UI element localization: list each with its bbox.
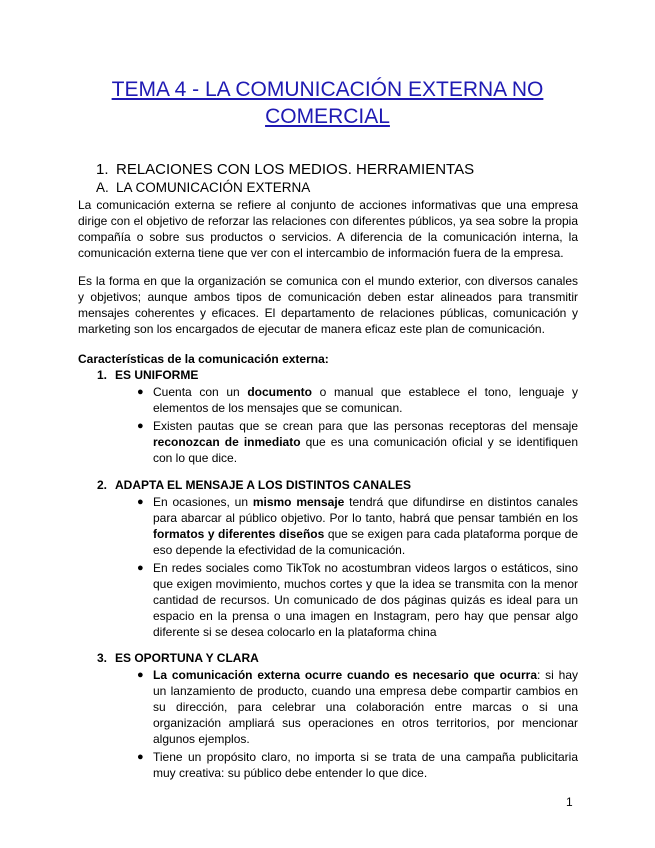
bullet-bold-text: La comunicación externa ocurre cuando es necesario que ocurra — [153, 668, 538, 682]
characteristic-title: ES OPORTUNA Y CLARA — [115, 651, 259, 665]
bullet-bold-text: mismo mensaje — [252, 495, 345, 509]
page-number: 1 — [566, 795, 573, 809]
characteristic-heading-1 — [97, 368, 198, 382]
bullet-icon: ● — [137, 562, 144, 574]
bullet-bold-text: formatos y diferentes diseños — [153, 527, 325, 541]
characteristic-heading-2 — [97, 478, 411, 492]
bullet-icon: ● — [137, 496, 144, 508]
characteristic-number: 1. — [97, 368, 108, 382]
paragraph-2: Es la forma en que la organización se comunica con el mundo exterior, con diversos canales y objetivos; aunque ambos tipos de comunicación deben estar alineados para transmitir mensajes coherentes y eficaces. El departamento de relaciones públicas, comunicación y marketing son los encargados de ejecutar de manera eficaz este plan de comunicación. — [78, 274, 578, 336]
bullet-bold-text: documento — [247, 385, 312, 399]
bullet-text: En redes sociales como TikTok no acostumbran videos largos o estáticos, sino que exigen movimiento, muchos cortes y que la idea se transmita con la menor cantidad de recursos. Un comunicado de dos páginas quizás es ideal para un espacio en la prensa o una imagen en Instagram, pero hay que pensar algo diferente si se desea colocarlo en la plataforma china — [153, 561, 578, 639]
bullet-icon: ● — [137, 751, 144, 763]
bullet-text: Existen pautas que se crean para que las personas receptoras del mensaje — [153, 419, 578, 433]
bullet-text: que se exigen para cada plataforma porque de eso depende la efectividad de la comunicación. — [153, 527, 578, 557]
characteristic-number: 3. — [97, 651, 108, 665]
subsection-letter: A. — [96, 180, 109, 195]
bullet-list-1 — [137, 384, 579, 468]
bullet-text: o manual que establece el tono, lenguaje y elementos de los mensajes que se comunican. — [153, 385, 578, 415]
characteristic-heading-3 — [97, 651, 259, 665]
bullet-text: Cuenta con un — [153, 385, 248, 399]
bullet-text: : si hay un lanzamiento de producto, cuando una empresa debe compartir cambios en su dirección, para celebrar una colaboración entre marcas o si una organización ampliará sus operaciones en otros territorios, por mencionar algunos ejemplos. — [153, 668, 578, 746]
bullet-text: que es una comunicación oficial y se identifiquen con lo que dice. — [153, 435, 579, 465]
characteristic-number: 2. — [97, 478, 108, 492]
section-heading-1 — [96, 161, 474, 178]
characteristic-title: ES UNIFORME — [115, 368, 199, 382]
section-title: RELACIONES CON LOS MEDIOS. HERRAMIENTAS — [116, 161, 475, 178]
bullet-icon: ● — [137, 386, 144, 398]
page-title — [60, 76, 595, 130]
paragraph-1: La comunicación externa se refiere al conjunto de acciones informativas que una empresa dirige con el objetivo de reforzar las relaciones con diferentes públicos, ya sea sobre la propia compañía o sobre sus productos o servicios. A diferencia de la comunicación interna, la comunicación externa tiene que ver con el intercambio de información fuera de la empresa. — [78, 198, 578, 260]
bullet-text: Tiene un propósito claro, no importa si se trata de una campaña publicitaria muy creativa: su público debe entender lo que dice. — [153, 750, 578, 780]
list-item — [137, 494, 578, 558]
bullet-list-2 — [137, 494, 578, 642]
bullet-bold-text: reconozcan de inmediato — [153, 435, 301, 449]
list-item — [137, 749, 578, 781]
bullet-text: En ocasiones, un — [153, 495, 253, 509]
subsection-heading-a — [96, 180, 310, 195]
bullet-text: tendrá que difundirse en distintos canales para abarcar al público objetivo. Por lo tanto, habrá que pensar también en los — [153, 495, 578, 525]
list-item — [137, 560, 578, 640]
subsection-title: LA COMUNICACIÓN EXTERNA — [116, 180, 311, 195]
title-line-1: TEMA 4 - LA COMUNICACIÓN EXTERNA NO — [111, 78, 544, 101]
characteristic-title: ADAPTA EL MENSAJE A LOS DISTINTOS CANALES — [115, 478, 412, 492]
title-line-2: COMERCIAL — [265, 105, 390, 128]
section-number: 1. — [96, 161, 109, 178]
list-item — [137, 667, 578, 747]
characteristics-heading: Características de la comunicación externa: — [78, 352, 329, 366]
bullet-icon: ● — [137, 669, 144, 681]
bullet-list-3 — [137, 667, 578, 783]
list-item — [137, 384, 578, 416]
bullet-icon: ● — [137, 420, 144, 432]
list-item — [137, 418, 579, 466]
